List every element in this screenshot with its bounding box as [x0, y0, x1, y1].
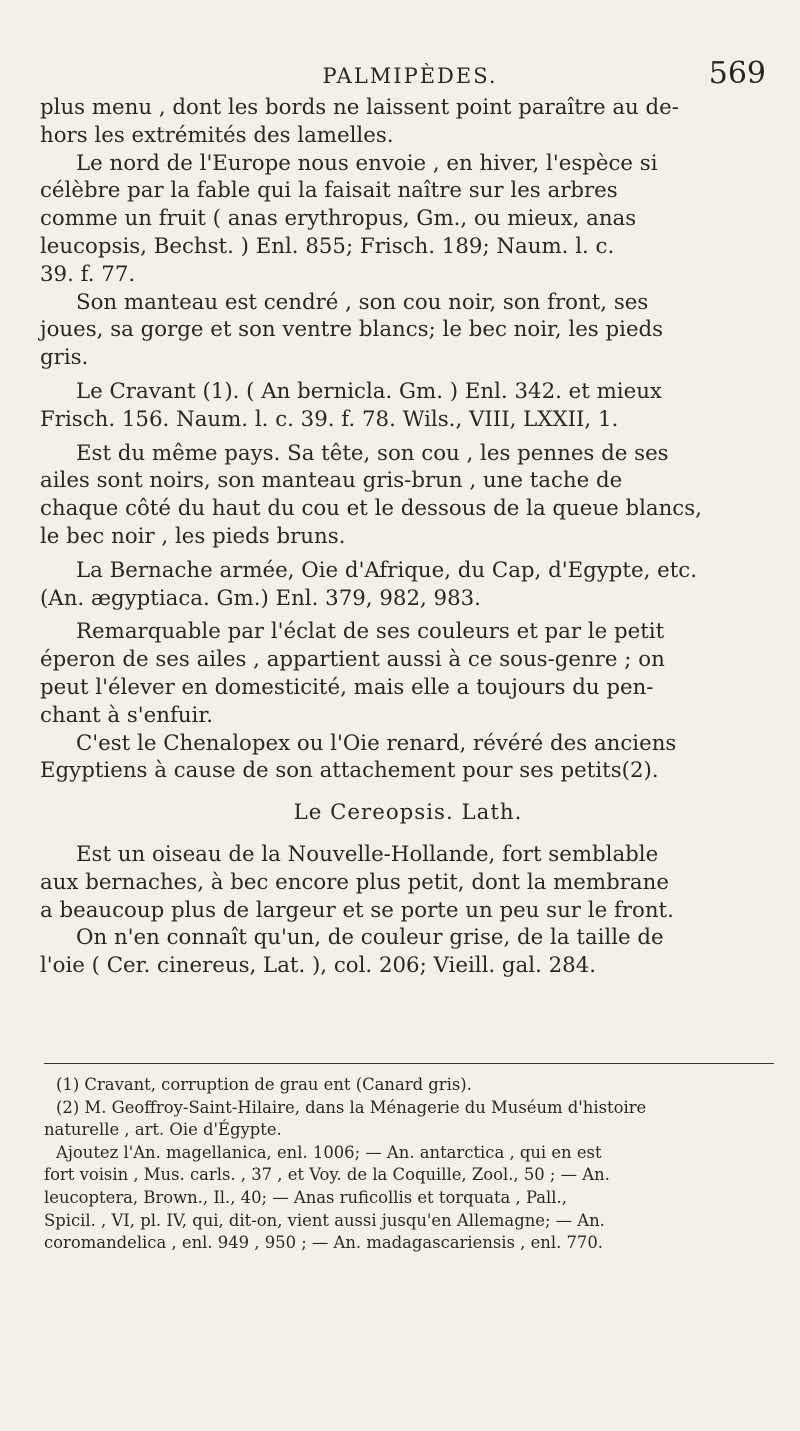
text-line: gris.	[40, 345, 89, 371]
text-line: comme un fruit ( anas erythropus, Gm., ou mieux, anas	[40, 206, 637, 232]
text-line: C'est le Chenalopex ou l'Oie renard, révéré des anciens	[76, 730, 677, 756]
text-line: Son manteau est cendré , son cou noir, son front, ses	[76, 289, 649, 315]
text-line: Frisch. 156. Naum. l. c. 39. f. 78. Wils., VIII, LXXII, 1.	[40, 406, 619, 432]
text-line: éperon de ses ailes , appartient aussi à ce sous-genre ; on	[40, 647, 665, 673]
footnote-divider	[44, 1063, 774, 1064]
text-line: peut l'élever en domesticité, mais elle a toujours du pen-	[40, 674, 654, 700]
footnote: Ajoutez l'An. magellanica, enl. 1006; — An. antarctica , qui en est	[56, 1142, 602, 1162]
footnote-line: naturelle , art. Oie d'Égypte.	[44, 1120, 282, 1140]
text-line: Remarquable par l'éclat de ses couleurs et par le petit	[76, 619, 665, 645]
text-line: a beaucoup plus de largeur et se porte un peu sur le front.	[40, 897, 674, 923]
text-line: Egyptiens à cause de son attachement pour ses petits(2).	[40, 758, 659, 784]
footnote-line: Spicil. , VI, pl. IV, qui, dit-on, vient aussi jusqu'en Allemagne; — An.	[44, 1210, 605, 1230]
text-line: aux bernaches, à bec encore plus petit, dont la membrane	[40, 869, 669, 895]
text-line: Le nord de l'Europe nous envoie , en hiver, l'espèce si	[76, 150, 658, 176]
text-line: célèbre par la fable qui la faisait naître sur les arbres	[40, 178, 618, 204]
text-line: 39. f. 77.	[40, 261, 136, 287]
section-heading: Le Cereopsis. Lath.	[293, 800, 523, 826]
text-line: leucopsis, Bechst. ) Enl. 855; Frisch. 189; Naum. l. c.	[40, 233, 615, 259]
text-line: plus menu , dont les bords ne laissent point paraître au de-	[40, 95, 679, 120]
footnotes	[44, 1074, 772, 1255]
text-line: le bec noir , les pieds bruns.	[40, 523, 346, 549]
footnote: (1) Cravant, corruption de grau ent (Canard gris).	[56, 1075, 472, 1094]
running-title: PALMIPÈDES.	[322, 64, 498, 88]
text-line: (An. ægyptiaca. Gm.) Enl. 379, 982, 983.	[40, 585, 481, 611]
text-line: chaque côté du haut du cou et le dessous de la queue blancs,	[40, 496, 702, 522]
page-number: 569	[708, 56, 766, 91]
text-line: joues, sa gorge et son ventre blancs; le bec noir, les pieds	[40, 317, 664, 343]
running-header	[40, 56, 780, 96]
text-line: On n'en connaît qu'un, de couleur grise, de la taille de	[76, 925, 664, 951]
text-line: hors les extrémités des lamelles.	[40, 122, 394, 148]
text-line: Est un oiseau de la Nouvelle-Hollande, fort semblable	[76, 841, 659, 867]
text-line: La Bernache armée, Oie d'Afrique, du Cap, d'Egypte, etc.	[76, 557, 697, 583]
footnote-line: coromandelica , enl. 949 , 950 ; — An. madagascariensis , enl. 770.	[44, 1233, 604, 1253]
text-line: l'oie ( Cer. cinereus, Lat. ), col. 206; Vieill. gal. 284.	[40, 953, 597, 979]
text-line: Est du même pays. Sa tête, son cou , les pennes de ses	[76, 440, 669, 466]
footnote: (2) M. Geoffroy-Saint-Hilaire, dans la Ménagerie du Muséum d'histoire	[56, 1097, 647, 1117]
footnote-line: leucoptera, Brown., Il., 40; — Anas ruficollis et torquata , Pall.,	[44, 1187, 567, 1207]
text-line: Le Cravant (1). ( An bernicla. Gm. ) Enl. 342. et mieux	[76, 378, 662, 404]
text-line: chant à s'enfuir.	[40, 702, 213, 728]
footnote-line: fort voisin , Mus. carls. , 37 , et Voy. de la Coquille, Zool., 50 ; — An.	[44, 1165, 610, 1185]
main-text	[40, 94, 776, 980]
text-line: ailes sont noirs, son manteau gris-brun , une tache de	[40, 468, 623, 494]
